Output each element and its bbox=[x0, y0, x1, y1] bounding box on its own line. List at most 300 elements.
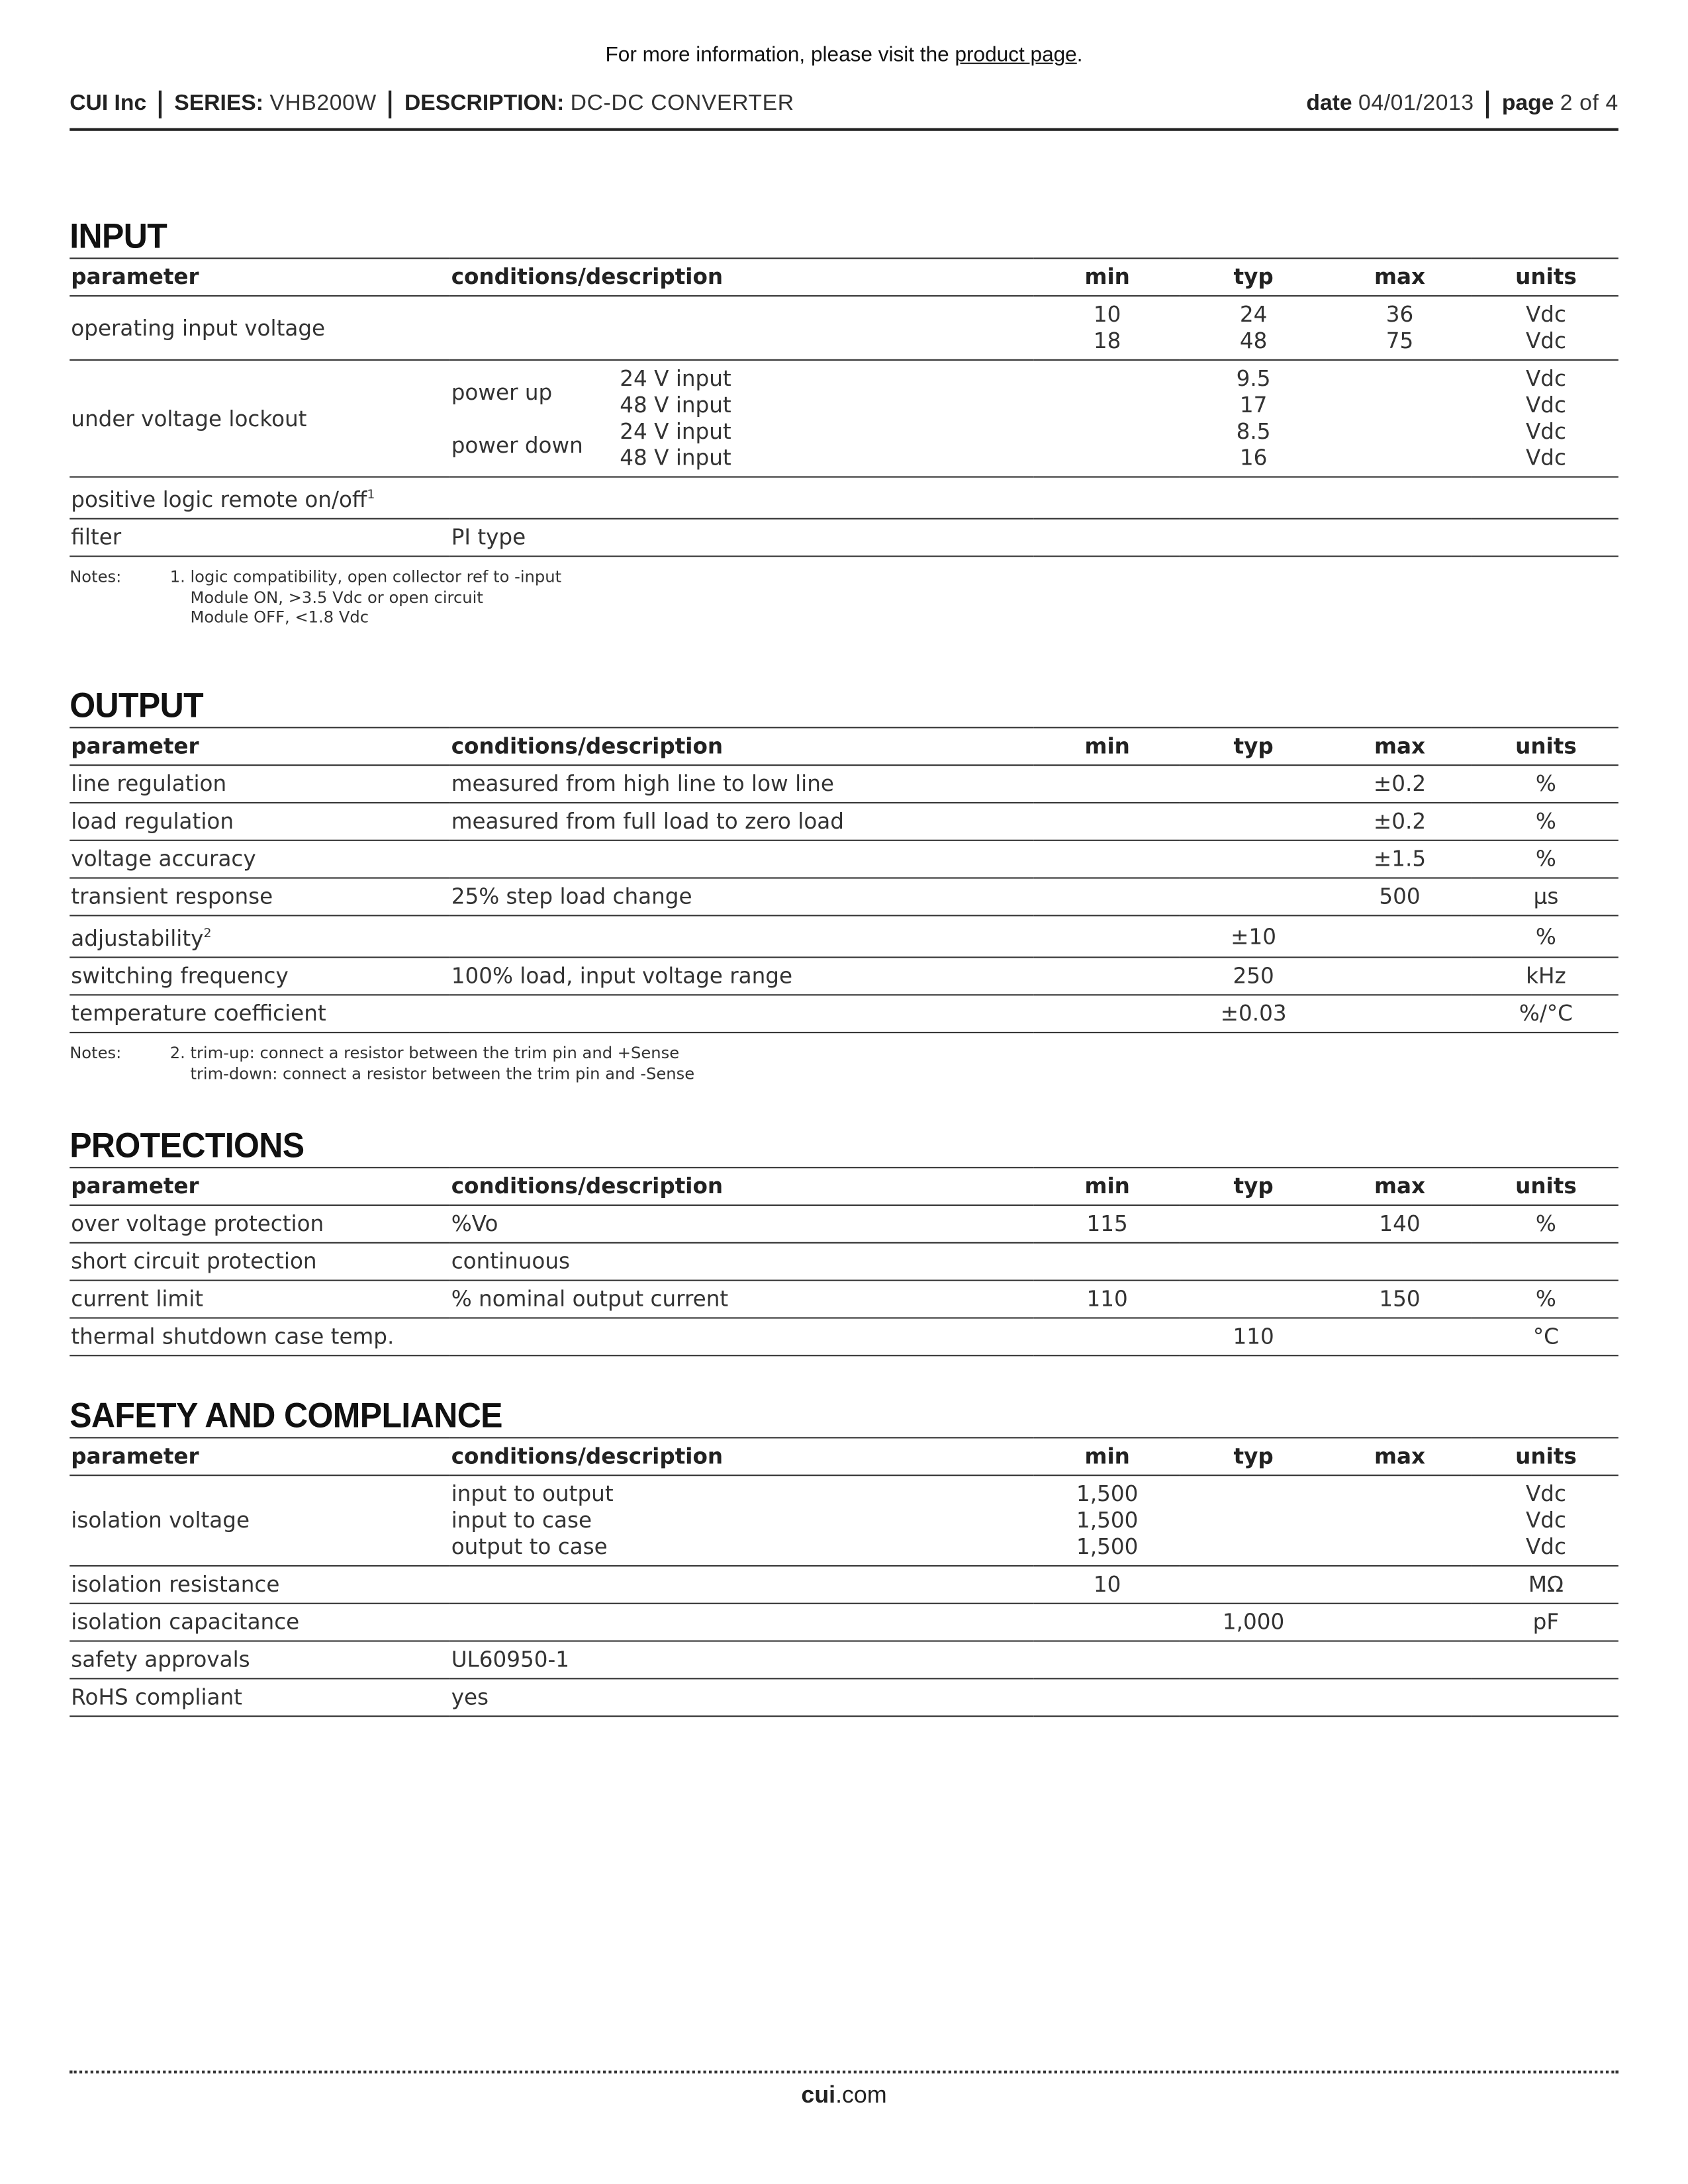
typ-value: 250 bbox=[1233, 964, 1274, 989]
column-header-conditions-description: conditions/description bbox=[450, 258, 1034, 296]
max-value: 500 bbox=[1379, 884, 1421, 909]
series-label: SERIES: bbox=[174, 91, 263, 116]
min-cell bbox=[1033, 519, 1180, 557]
units-cell bbox=[1472, 1318, 1618, 1355]
notes-label: Notes: bbox=[70, 1043, 122, 1063]
top-note bbox=[0, 43, 1688, 67]
parameter-cell bbox=[70, 477, 449, 519]
max-cell bbox=[1326, 878, 1472, 916]
max-cell bbox=[1326, 958, 1472, 995]
conditions-cell bbox=[450, 1604, 1034, 1641]
table-row bbox=[70, 1281, 1618, 1318]
condition-group bbox=[451, 419, 1033, 472]
table-header-row bbox=[70, 727, 1618, 765]
parameter-cell bbox=[70, 296, 449, 360]
parameter-name: load regulation bbox=[71, 809, 234, 835]
typ-value: 110 bbox=[1233, 1324, 1274, 1349]
parameter-name: safety approvals bbox=[71, 1647, 250, 1672]
footer-rule bbox=[70, 2071, 1618, 2073]
typ-value: 17 bbox=[1239, 392, 1268, 418]
max-cell bbox=[1326, 765, 1472, 803]
date-label: date bbox=[1306, 91, 1352, 116]
min-value: 1,500 bbox=[1076, 1534, 1139, 1560]
top-note-end: . bbox=[1076, 43, 1083, 67]
table-row bbox=[70, 765, 1618, 803]
condition-line: 25% step load change bbox=[451, 884, 692, 909]
column-header-max: max bbox=[1326, 1167, 1472, 1205]
min-value: 115 bbox=[1086, 1211, 1128, 1237]
typ-value: 24 bbox=[1239, 302, 1268, 328]
column-header-parameter: parameter bbox=[70, 1167, 449, 1205]
units-value: %/°C bbox=[1519, 1001, 1573, 1026]
column-header-min: min bbox=[1033, 1437, 1180, 1475]
parameter-name: current limit bbox=[71, 1287, 204, 1312]
condition-line: output to case bbox=[451, 1534, 608, 1560]
divider bbox=[1487, 91, 1489, 118]
units-cell bbox=[1472, 803, 1618, 841]
top-note-text: For more information, please visit the bbox=[605, 43, 955, 67]
page-label: page bbox=[1501, 91, 1554, 116]
note-line: Module ON, >3.5 Vdc or open circuit bbox=[169, 587, 483, 607]
conditions-cell bbox=[450, 841, 1034, 878]
page-header bbox=[70, 89, 1618, 120]
typ-cell bbox=[1180, 841, 1326, 878]
condition-line: UL60950-1 bbox=[451, 1647, 570, 1672]
table-row bbox=[70, 1243, 1618, 1281]
conditions-cell bbox=[450, 1281, 1034, 1318]
column-header-typ: typ bbox=[1180, 258, 1326, 296]
conditions-cell bbox=[450, 1318, 1034, 1355]
max-cell bbox=[1326, 1243, 1472, 1281]
parameter-name: RoHS compliant bbox=[71, 1684, 242, 1710]
column-header-parameter: parameter bbox=[70, 258, 449, 296]
column-header-units: units bbox=[1472, 1437, 1618, 1475]
max-cell bbox=[1326, 1678, 1472, 1716]
max-cell bbox=[1326, 995, 1472, 1033]
condition-item: 48 V input bbox=[620, 445, 731, 471]
units-cell bbox=[1472, 1678, 1618, 1716]
date-value: 04/01/2013 bbox=[1358, 91, 1474, 116]
table-row bbox=[70, 1205, 1618, 1243]
units-value: Vdc bbox=[1525, 302, 1566, 328]
min-cell bbox=[1033, 803, 1180, 841]
column-header-typ: typ bbox=[1180, 727, 1326, 765]
section-protections bbox=[70, 1125, 1618, 1356]
table-row bbox=[70, 1475, 1618, 1566]
typ-cell bbox=[1180, 995, 1326, 1033]
parameter-cell bbox=[70, 1243, 449, 1281]
header-rule bbox=[70, 128, 1618, 131]
table-header-row bbox=[70, 1437, 1618, 1475]
parameter-name: short circuit protection bbox=[71, 1249, 317, 1275]
typ-cell bbox=[1180, 296, 1326, 360]
column-header-conditions-description: conditions/description bbox=[450, 1167, 1034, 1205]
typ-cell bbox=[1180, 477, 1326, 519]
parameter-name: line regulation bbox=[71, 771, 227, 797]
parameter-cell bbox=[70, 841, 449, 878]
notes-label: Notes: bbox=[70, 567, 122, 587]
parameter-cell bbox=[70, 360, 449, 477]
parameter-cell bbox=[70, 765, 449, 803]
conditions-cell bbox=[450, 958, 1034, 995]
units-cell bbox=[1472, 915, 1618, 957]
max-cell bbox=[1326, 1318, 1472, 1355]
typ-value: 48 bbox=[1239, 328, 1268, 354]
max-value: 75 bbox=[1385, 328, 1414, 354]
column-header-typ: typ bbox=[1180, 1437, 1326, 1475]
min-cell bbox=[1033, 1243, 1180, 1281]
typ-value: 16 bbox=[1239, 445, 1268, 471]
parameter-cell bbox=[70, 1678, 449, 1716]
max-value: ±0.2 bbox=[1373, 809, 1427, 835]
min-value: 10 bbox=[1093, 302, 1121, 328]
min-cell bbox=[1033, 360, 1180, 477]
units-value: % bbox=[1535, 924, 1556, 950]
table-row bbox=[70, 477, 1618, 519]
table-row bbox=[70, 915, 1618, 957]
condition-line: yes bbox=[451, 1684, 489, 1710]
typ-cell bbox=[1180, 1281, 1326, 1318]
condition-group bbox=[451, 366, 1033, 419]
page-number: 2 of 4 bbox=[1560, 91, 1618, 116]
max-value: 140 bbox=[1379, 1211, 1421, 1237]
units-cell bbox=[1472, 477, 1618, 519]
units-value: Vdc bbox=[1525, 1481, 1566, 1507]
units-cell bbox=[1472, 1243, 1618, 1281]
table-row bbox=[70, 958, 1618, 995]
typ-cell bbox=[1180, 915, 1326, 957]
parameter-name: operating input voltage bbox=[71, 315, 326, 341]
typ-cell bbox=[1180, 519, 1326, 557]
footer-brand: cui bbox=[801, 2081, 836, 2109]
typ-cell bbox=[1180, 803, 1326, 841]
table-row bbox=[70, 1604, 1618, 1641]
column-header-units: units bbox=[1472, 258, 1618, 296]
condition-line: measured from full load to zero load bbox=[451, 809, 844, 835]
units-cell bbox=[1472, 1566, 1618, 1604]
conditions-cell bbox=[450, 296, 1034, 360]
conditions-cell bbox=[450, 765, 1034, 803]
parameter-cell bbox=[70, 995, 449, 1033]
divider bbox=[159, 91, 162, 118]
parameter-name: thermal shutdown case temp. bbox=[71, 1324, 395, 1349]
typ-cell bbox=[1180, 1678, 1326, 1716]
units-value: % bbox=[1535, 809, 1556, 835]
condition-line: %Vo bbox=[451, 1211, 498, 1237]
parameter-name: isolation capacitance bbox=[71, 1610, 300, 1635]
parameter-cell bbox=[70, 958, 449, 995]
note-line: Module OFF, <1.8 Vdc bbox=[169, 607, 369, 627]
section-title: SAFETY AND COMPLIANCE bbox=[70, 1396, 502, 1436]
max-cell bbox=[1326, 1205, 1472, 1243]
conditions-cell bbox=[450, 1641, 1034, 1679]
max-cell bbox=[1326, 519, 1472, 557]
min-cell bbox=[1033, 1281, 1180, 1318]
typ-cell bbox=[1180, 1318, 1326, 1355]
parameter-cell bbox=[70, 1205, 449, 1243]
min-value: 110 bbox=[1086, 1287, 1128, 1312]
units-cell bbox=[1472, 519, 1618, 557]
typ-value: 8.5 bbox=[1236, 419, 1271, 445]
parameter-cell bbox=[70, 1604, 449, 1641]
column-header-units: units bbox=[1472, 727, 1618, 765]
units-cell bbox=[1472, 1281, 1618, 1318]
column-header-min: min bbox=[1033, 258, 1180, 296]
units-value: Vdc bbox=[1525, 366, 1566, 392]
table-row bbox=[70, 841, 1618, 878]
condition-group-label: power down bbox=[451, 432, 583, 458]
conditions-cell bbox=[450, 1566, 1034, 1604]
units-value: Vdc bbox=[1525, 328, 1566, 354]
description-label: DESCRIPTION: bbox=[404, 91, 565, 116]
conditions-cell bbox=[450, 1678, 1034, 1716]
conditions-cell bbox=[450, 360, 1034, 477]
units-cell bbox=[1472, 841, 1618, 878]
conditions-cell bbox=[450, 1205, 1034, 1243]
spec-table bbox=[70, 1167, 1618, 1356]
max-cell bbox=[1326, 477, 1472, 519]
conditions-cell bbox=[450, 1243, 1034, 1281]
min-cell bbox=[1033, 765, 1180, 803]
typ-cell bbox=[1180, 1205, 1326, 1243]
max-cell bbox=[1326, 1641, 1472, 1679]
typ-value: 9.5 bbox=[1236, 366, 1271, 392]
conditions-cell bbox=[450, 878, 1034, 916]
note-line: trim-down: connect a resistor between the trim pin and -Sense bbox=[169, 1063, 695, 1083]
parameter-name: filter bbox=[71, 525, 122, 551]
units-value: kHz bbox=[1526, 964, 1566, 989]
units-value: % bbox=[1535, 846, 1556, 872]
condition-line: % nominal output current bbox=[451, 1287, 729, 1312]
footnote-ref: 1 bbox=[367, 488, 375, 503]
min-cell bbox=[1033, 1205, 1180, 1243]
parameter-name: voltage accuracy bbox=[71, 846, 256, 872]
parameter-cell bbox=[70, 519, 449, 557]
units-cell bbox=[1472, 1641, 1618, 1679]
typ-value: ±0.03 bbox=[1220, 1001, 1287, 1026]
max-cell bbox=[1326, 803, 1472, 841]
min-cell bbox=[1033, 995, 1180, 1033]
parameter-cell bbox=[70, 803, 449, 841]
table-row bbox=[70, 1318, 1618, 1355]
condition-line: measured from high line to low line bbox=[451, 771, 834, 797]
units-value: Vdc bbox=[1525, 1508, 1566, 1533]
max-value: ±0.2 bbox=[1373, 771, 1427, 797]
units-cell bbox=[1472, 765, 1618, 803]
parameter-name: isolation resistance bbox=[71, 1572, 280, 1598]
parameter-name: isolation voltage bbox=[71, 1508, 250, 1533]
units-value: % bbox=[1535, 1287, 1556, 1312]
parameter-cell bbox=[70, 1566, 449, 1604]
table-row bbox=[70, 1641, 1618, 1679]
condition-line: 100% load, input voltage range bbox=[451, 964, 793, 989]
units-cell bbox=[1472, 878, 1618, 916]
units-cell bbox=[1472, 1475, 1618, 1566]
units-cell bbox=[1472, 995, 1618, 1033]
units-cell bbox=[1472, 1604, 1618, 1641]
column-header-conditions-description: conditions/description bbox=[450, 727, 1034, 765]
max-value: 150 bbox=[1379, 1287, 1421, 1312]
min-cell bbox=[1033, 477, 1180, 519]
column-header-parameter: parameter bbox=[70, 1437, 449, 1475]
parameter-name: under voltage lockout bbox=[71, 406, 307, 432]
units-cell bbox=[1472, 296, 1618, 360]
parameter-cell bbox=[70, 1641, 449, 1679]
table-row bbox=[70, 519, 1618, 557]
max-cell bbox=[1326, 360, 1472, 477]
column-header-units: units bbox=[1472, 1167, 1618, 1205]
spec-table bbox=[70, 1437, 1618, 1717]
parameter-name: over voltage protection bbox=[71, 1211, 324, 1237]
column-header-max: max bbox=[1326, 1437, 1472, 1475]
min-cell bbox=[1033, 915, 1180, 957]
units-value: °C bbox=[1532, 1324, 1559, 1349]
notes-block bbox=[70, 567, 1618, 628]
parameter-cell bbox=[70, 1281, 449, 1318]
typ-cell bbox=[1180, 765, 1326, 803]
table-row bbox=[70, 360, 1618, 477]
parameter-name: switching frequency bbox=[71, 964, 289, 989]
section-title: PROTECTIONS bbox=[70, 1126, 305, 1166]
typ-cell bbox=[1180, 1604, 1326, 1641]
min-cell bbox=[1033, 1604, 1180, 1641]
typ-cell bbox=[1180, 958, 1326, 995]
parameter-cell bbox=[70, 915, 449, 957]
condition-line: input to output bbox=[451, 1481, 614, 1507]
footer-domain: .com bbox=[835, 2081, 887, 2109]
table-row bbox=[70, 296, 1618, 360]
condition-item: 24 V input bbox=[620, 366, 731, 392]
units-value: Vdc bbox=[1525, 392, 1566, 418]
typ-cell bbox=[1180, 1475, 1326, 1566]
conditions-cell bbox=[450, 915, 1034, 957]
max-cell bbox=[1326, 1281, 1472, 1318]
units-value: Vdc bbox=[1525, 1534, 1566, 1560]
condition-line: continuous bbox=[451, 1249, 571, 1275]
column-header-max: max bbox=[1326, 258, 1472, 296]
min-cell bbox=[1033, 1566, 1180, 1604]
max-value: 36 bbox=[1385, 302, 1414, 328]
units-value: pF bbox=[1532, 1610, 1560, 1635]
parameter-name: adjustability bbox=[71, 926, 204, 952]
conditions-cell bbox=[450, 1475, 1034, 1566]
units-cell bbox=[1472, 958, 1618, 995]
max-cell bbox=[1326, 296, 1472, 360]
units-value: MΩ bbox=[1528, 1572, 1564, 1598]
min-cell bbox=[1033, 878, 1180, 916]
parameter-cell bbox=[70, 1318, 449, 1355]
column-header-parameter: parameter bbox=[70, 727, 449, 765]
parameter-name: temperature coefficient bbox=[71, 1001, 326, 1026]
column-header-typ: typ bbox=[1180, 1167, 1326, 1205]
min-cell bbox=[1033, 1475, 1180, 1566]
column-header-min: min bbox=[1033, 1167, 1180, 1205]
max-cell bbox=[1326, 841, 1472, 878]
condition-item: 48 V input bbox=[620, 392, 731, 418]
parameter-cell bbox=[70, 878, 449, 916]
typ-cell bbox=[1180, 1566, 1326, 1604]
column-header-min: min bbox=[1033, 727, 1180, 765]
column-header-max: max bbox=[1326, 727, 1472, 765]
parameter-cell bbox=[70, 1475, 449, 1566]
min-cell bbox=[1033, 1678, 1180, 1716]
min-cell bbox=[1033, 296, 1180, 360]
footnote-ref: 2 bbox=[203, 927, 212, 942]
max-cell bbox=[1326, 1475, 1472, 1566]
divider bbox=[389, 91, 392, 118]
condition-line: input to case bbox=[451, 1508, 592, 1533]
spec-table bbox=[70, 257, 1618, 557]
max-cell bbox=[1326, 1604, 1472, 1641]
conditions-cell bbox=[450, 519, 1034, 557]
section-title: OUTPUT bbox=[70, 686, 204, 726]
typ-cell bbox=[1180, 878, 1326, 916]
min-cell bbox=[1033, 841, 1180, 878]
max-cell bbox=[1326, 915, 1472, 957]
section-title: INPUT bbox=[70, 217, 167, 257]
table-row bbox=[70, 878, 1618, 916]
note-line: 2. trim-up: connect a resistor between the trim pin and +Sense bbox=[169, 1043, 680, 1063]
conditions-cell bbox=[450, 995, 1034, 1033]
min-cell bbox=[1033, 958, 1180, 995]
typ-cell bbox=[1180, 1243, 1326, 1281]
units-value: % bbox=[1535, 1211, 1556, 1237]
note-line: 1. logic compatibility, open collector ref to -input bbox=[169, 567, 562, 587]
table-header-row bbox=[70, 1167, 1618, 1205]
min-value: 1,500 bbox=[1076, 1508, 1139, 1533]
typ-value: 1,000 bbox=[1222, 1610, 1285, 1635]
max-value: ±1.5 bbox=[1373, 846, 1427, 872]
parameter-name: positive logic remote on/off bbox=[71, 487, 367, 513]
table-row bbox=[70, 803, 1618, 841]
company-name: CUI Inc bbox=[70, 91, 147, 116]
units-cell bbox=[1472, 360, 1618, 477]
units-value: µs bbox=[1533, 884, 1559, 909]
conditions-cell bbox=[450, 477, 1034, 519]
units-cell bbox=[1472, 1205, 1618, 1243]
table-row bbox=[70, 1678, 1618, 1716]
description-value: DC-DC CONVERTER bbox=[570, 91, 794, 116]
footer-website bbox=[0, 2081, 1688, 2109]
typ-cell bbox=[1180, 1641, 1326, 1679]
condition-item: 24 V input bbox=[620, 419, 731, 445]
max-cell bbox=[1326, 1566, 1472, 1604]
notes-block bbox=[70, 1043, 1618, 1083]
condition-group-label: power up bbox=[451, 379, 553, 405]
min-value: 1,500 bbox=[1076, 1481, 1139, 1507]
section-input bbox=[70, 216, 1618, 627]
min-value: 18 bbox=[1093, 328, 1121, 354]
conditions-cell bbox=[450, 803, 1034, 841]
units-value: % bbox=[1535, 771, 1556, 797]
min-cell bbox=[1033, 1318, 1180, 1355]
table-row bbox=[70, 1566, 1618, 1604]
parameter-name: transient response bbox=[71, 884, 273, 909]
spec-table bbox=[70, 727, 1618, 1033]
units-value: Vdc bbox=[1525, 419, 1566, 445]
min-value: 10 bbox=[1093, 1572, 1121, 1598]
product-page-link[interactable]: product page bbox=[955, 43, 1077, 67]
units-value: Vdc bbox=[1525, 445, 1566, 471]
series-value: VHB200W bbox=[269, 91, 377, 116]
table-row bbox=[70, 995, 1618, 1033]
table-header-row bbox=[70, 258, 1618, 296]
typ-cell bbox=[1180, 360, 1326, 477]
condition-line: PI type bbox=[451, 525, 526, 551]
section-safety-compliance bbox=[70, 1395, 1618, 1717]
section-output bbox=[70, 685, 1618, 1083]
typ-value: ±10 bbox=[1231, 924, 1277, 950]
